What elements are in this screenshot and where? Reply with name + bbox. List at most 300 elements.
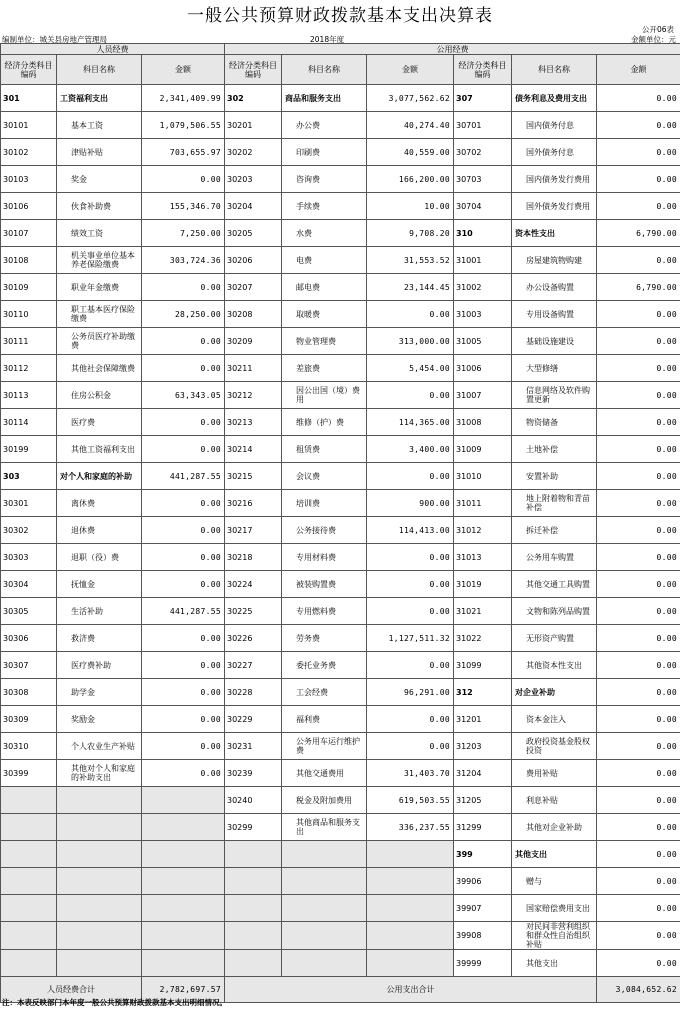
code-cell: 30228 <box>225 679 282 706</box>
amount-cell: 0.00 <box>367 652 454 679</box>
amount-cell: 0.00 <box>142 328 225 355</box>
code-cell: 31099 <box>454 652 512 679</box>
name-cell: 其他对个人和家庭的补助支出 <box>57 760 142 787</box>
table-row <box>1 950 680 977</box>
code-cell: 30212 <box>225 382 282 409</box>
name-cell: 安置补助 <box>512 463 597 490</box>
amount-cell: 313,000.00 <box>367 328 454 355</box>
code-cell <box>1 814 57 841</box>
code-cell: 30308 <box>1 679 57 706</box>
name-cell: 国内债务发行费用 <box>512 166 597 193</box>
name-cell: 奖励金 <box>57 706 142 733</box>
code-cell: 31205 <box>454 787 512 814</box>
personnel-total-value: 2,782,697.57 <box>142 977 225 1003</box>
code-cell: 30240 <box>225 787 282 814</box>
amount-cell <box>367 950 454 977</box>
amount-cell: 0.00 <box>597 85 680 112</box>
name-cell: 被装购置费 <box>282 571 367 598</box>
name-cell: 国内债务付息 <box>512 112 597 139</box>
amount-cell <box>142 950 225 977</box>
amount-cell <box>142 787 225 814</box>
name-cell: 办公费 <box>282 112 367 139</box>
amount-header: 金额 <box>367 55 454 85</box>
table-row <box>1 895 680 922</box>
amount-cell: 0.00 <box>597 328 680 355</box>
amount-cell: 0.00 <box>597 922 680 950</box>
amount-cell: 0.00 <box>597 355 680 382</box>
amount-cell: 0.00 <box>142 571 225 598</box>
code-cell: 30303 <box>1 544 57 571</box>
amount-cell: 0.00 <box>597 868 680 895</box>
code-cell: 30108 <box>1 247 57 274</box>
amount-cell: 7,250.00 <box>142 220 225 247</box>
code-cell: 31012 <box>454 517 512 544</box>
table-row <box>1 328 680 355</box>
name-cell: 公务用车运行维护费 <box>282 733 367 760</box>
name-cell: 专用设备购置 <box>512 301 597 328</box>
table-row <box>1 436 680 463</box>
amount-cell: 9,708.20 <box>367 220 454 247</box>
name-cell: 其他交通费用 <box>282 760 367 787</box>
code-cell: 30202 <box>225 139 282 166</box>
code-cell: 30205 <box>225 220 282 247</box>
code-cell: 30704 <box>454 193 512 220</box>
name-cell: 津贴补贴 <box>57 139 142 166</box>
name-cell: 国家赔偿费用支出 <box>512 895 597 922</box>
amount-cell: 0.00 <box>597 814 680 841</box>
name-cell: 其他工资福利支出 <box>57 436 142 463</box>
amount-cell <box>142 814 225 841</box>
code-cell: 30114 <box>1 409 57 436</box>
table-row <box>1 517 680 544</box>
name-cell: 赠与 <box>512 868 597 895</box>
table-row <box>1 814 680 841</box>
code-cell <box>225 868 282 895</box>
code-cell: 30703 <box>454 166 512 193</box>
code-cell: 31204 <box>454 760 512 787</box>
code-header: 经济分类科目编码 <box>225 55 282 85</box>
name-cell: 因公出国（境）费用 <box>282 382 367 409</box>
amount-cell: 96,291.00 <box>367 679 454 706</box>
amount-cell: 0.00 <box>142 436 225 463</box>
table-row <box>1 301 680 328</box>
name-cell: 机关事业单位基本养老保险缴费 <box>57 247 142 274</box>
code-cell: 30305 <box>1 598 57 625</box>
code-cell: 31013 <box>454 544 512 571</box>
code-cell: 30213 <box>225 409 282 436</box>
name-cell <box>282 950 367 977</box>
code-cell <box>1 922 57 950</box>
code-cell: 30306 <box>1 625 57 652</box>
name-cell: 公务用车购置 <box>512 544 597 571</box>
amount-cell: 0.00 <box>142 733 225 760</box>
amount-cell: 3,077,562.62 <box>367 85 454 112</box>
name-cell: 债务利息及费用支出 <box>512 85 597 112</box>
name-cell: 伙食补助费 <box>57 193 142 220</box>
amount-cell: 0.00 <box>597 598 680 625</box>
amount-cell: 0.00 <box>142 409 225 436</box>
amount-cell: 0.00 <box>597 301 680 328</box>
amount-cell: 0.00 <box>597 733 680 760</box>
name-cell <box>282 841 367 868</box>
table-row <box>1 760 680 787</box>
amount-cell: 5,454.00 <box>367 355 454 382</box>
name-cell <box>57 814 142 841</box>
name-cell: 基础设施建设 <box>512 328 597 355</box>
amount-cell: 336,237.55 <box>367 814 454 841</box>
name-cell: 国外债务发行费用 <box>512 193 597 220</box>
table-row <box>1 652 680 679</box>
name-cell: 邮电费 <box>282 274 367 301</box>
code-cell: 30701 <box>454 112 512 139</box>
amount-cell <box>142 841 225 868</box>
code-cell: 30103 <box>1 166 57 193</box>
name-cell: 资本金注入 <box>512 706 597 733</box>
name-cell: 物资储备 <box>512 409 597 436</box>
code-cell: 30227 <box>225 652 282 679</box>
code-cell <box>1 787 57 814</box>
name-cell: 绩效工资 <box>57 220 142 247</box>
table-row <box>1 841 680 868</box>
name-cell: 印刷费 <box>282 139 367 166</box>
table-row <box>1 193 680 220</box>
amount-cell: 0.00 <box>597 193 680 220</box>
name-cell: 公务员医疗补助缴费 <box>57 328 142 355</box>
table-row <box>1 787 680 814</box>
name-cell: 其他商品和服务支出 <box>282 814 367 841</box>
amount-cell: 0.00 <box>142 355 225 382</box>
name-cell: 文物和陈列品购置 <box>512 598 597 625</box>
table-row <box>1 922 680 950</box>
code-cell: 31003 <box>454 301 512 328</box>
name-cell: 救济费 <box>57 625 142 652</box>
name-header: 科目名称 <box>512 55 597 85</box>
code-cell: 30310 <box>1 733 57 760</box>
name-cell: 地上附着物和青苗补偿 <box>512 490 597 517</box>
name-cell: 医疗费 <box>57 409 142 436</box>
name-cell <box>57 841 142 868</box>
name-cell: 水费 <box>282 220 367 247</box>
table-row <box>1 409 680 436</box>
amount-cell: 0.00 <box>597 679 680 706</box>
code-cell: 30106 <box>1 193 57 220</box>
amount-cell: 0.00 <box>597 166 680 193</box>
amount-cell <box>142 868 225 895</box>
name-cell: 其他支出 <box>512 841 597 868</box>
name-cell <box>282 868 367 895</box>
code-cell: 31299 <box>454 814 512 841</box>
code-cell: 31019 <box>454 571 512 598</box>
amount-cell: 0.00 <box>142 274 225 301</box>
name-cell: 取暖费 <box>282 301 367 328</box>
amount-cell: 0.00 <box>597 625 680 652</box>
code-cell: 30107 <box>1 220 57 247</box>
name-cell: 政府投资基金股权投资 <box>512 733 597 760</box>
footnote: 注：本表反映部门本年度一般公共预算财政拨款基本支出明细情况。 <box>2 998 227 1007</box>
amount-cell: 0.00 <box>142 760 225 787</box>
amount-cell: 0.00 <box>597 112 680 139</box>
code-header: 经济分类科目编码 <box>1 55 57 85</box>
public-total-value: 3,084,652.62 <box>597 977 680 1003</box>
code-cell: 30206 <box>225 247 282 274</box>
amount-cell: 0.00 <box>142 652 225 679</box>
table-row <box>1 679 680 706</box>
table-row <box>1 571 680 598</box>
name-header: 科目名称 <box>282 55 367 85</box>
code-cell: 31010 <box>454 463 512 490</box>
name-cell <box>57 922 142 950</box>
code-cell: 30211 <box>225 355 282 382</box>
form-number: 公开06表 <box>641 25 674 34</box>
code-cell: 30218 <box>225 544 282 571</box>
name-cell: 医疗费补助 <box>57 652 142 679</box>
amount-cell: 0.00 <box>597 652 680 679</box>
name-cell: 委托业务费 <box>282 652 367 679</box>
name-cell <box>282 895 367 922</box>
amount-cell: 0.00 <box>367 463 454 490</box>
code-cell: 30304 <box>1 571 57 598</box>
table-row <box>1 247 680 274</box>
table-row <box>1 220 680 247</box>
code-cell: 31011 <box>454 490 512 517</box>
name-cell: 无形资产购置 <box>512 625 597 652</box>
code-cell: 30299 <box>225 814 282 841</box>
amount-cell: 441,287.55 <box>142 463 225 490</box>
amount-cell: 0.00 <box>367 382 454 409</box>
table-row <box>1 706 680 733</box>
amount-cell: 31,403.70 <box>367 760 454 787</box>
name-cell: 个人农业生产补贴 <box>57 733 142 760</box>
public-header: 公用经费 <box>225 44 680 55</box>
amount-cell: 3,400.00 <box>367 436 454 463</box>
amount-cell: 0.00 <box>142 166 225 193</box>
name-cell: 租赁费 <box>282 436 367 463</box>
amount-cell: 0.00 <box>142 625 225 652</box>
name-cell: 对个人和家庭的补助 <box>57 463 142 490</box>
name-cell: 培训费 <box>282 490 367 517</box>
name-cell: 其他对企业补助 <box>512 814 597 841</box>
name-cell: 国外债务付息 <box>512 139 597 166</box>
name-cell: 拆迁补偿 <box>512 517 597 544</box>
name-cell: 其他资本性支出 <box>512 652 597 679</box>
name-cell: 利息补贴 <box>512 787 597 814</box>
amount-cell: 114,413.00 <box>367 517 454 544</box>
name-cell <box>57 950 142 977</box>
code-cell: 31021 <box>454 598 512 625</box>
code-cell: 30203 <box>225 166 282 193</box>
code-cell: 310 <box>454 220 512 247</box>
code-cell: 39906 <box>454 868 512 895</box>
code-cell: 31005 <box>454 328 512 355</box>
name-cell: 退休费 <box>57 517 142 544</box>
code-cell: 31009 <box>454 436 512 463</box>
name-cell: 职工基本医疗保险缴费 <box>57 301 142 328</box>
report-title: 一般公共预算财政拨款基本支出决算表 <box>187 6 493 26</box>
table-row <box>1 274 680 301</box>
amount-cell: 0.00 <box>367 544 454 571</box>
name-cell <box>57 868 142 895</box>
name-cell: 物业管理费 <box>282 328 367 355</box>
name-cell <box>57 895 142 922</box>
name-cell: 劳务费 <box>282 625 367 652</box>
currency-unit: 金额单位：元 <box>631 35 676 44</box>
name-cell: 其他社会保障缴费 <box>57 355 142 382</box>
code-cell: 31001 <box>454 247 512 274</box>
code-cell: 30309 <box>1 706 57 733</box>
code-cell: 30216 <box>225 490 282 517</box>
amount-cell: 6,790.00 <box>597 220 680 247</box>
code-cell: 31006 <box>454 355 512 382</box>
name-cell: 资本性支出 <box>512 220 597 247</box>
code-cell: 30229 <box>225 706 282 733</box>
code-cell: 30399 <box>1 760 57 787</box>
expenditure-table <box>0 43 680 1003</box>
amount-cell: 0.00 <box>597 247 680 274</box>
name-cell: 电费 <box>282 247 367 274</box>
code-cell <box>225 950 282 977</box>
table-row <box>1 598 680 625</box>
code-cell: 30199 <box>1 436 57 463</box>
amount-cell: 166,200.00 <box>367 166 454 193</box>
amount-cell: 703,655.97 <box>142 139 225 166</box>
amount-cell <box>367 922 454 950</box>
code-cell: 31201 <box>454 706 512 733</box>
name-cell: 其他交通工具购置 <box>512 571 597 598</box>
table-row <box>1 355 680 382</box>
name-cell: 商品和服务支出 <box>282 85 367 112</box>
code-cell: 30101 <box>1 112 57 139</box>
code-cell: 31007 <box>454 382 512 409</box>
amount-cell: 0.00 <box>597 760 680 787</box>
amount-cell: 0.00 <box>597 382 680 409</box>
code-cell: 39908 <box>454 922 512 950</box>
name-cell: 会议费 <box>282 463 367 490</box>
name-cell: 其他支出 <box>512 950 597 977</box>
code-cell: 30109 <box>1 274 57 301</box>
amount-cell: 114,365.00 <box>367 409 454 436</box>
code-cell: 31022 <box>454 625 512 652</box>
amount-cell <box>367 841 454 868</box>
amount-cell: 619,503.55 <box>367 787 454 814</box>
amount-cell: 0.00 <box>597 841 680 868</box>
name-cell: 咨询费 <box>282 166 367 193</box>
amount-cell: 0.00 <box>597 544 680 571</box>
amount-cell: 0.00 <box>597 571 680 598</box>
table-row <box>1 868 680 895</box>
amount-cell: 441,287.55 <box>142 598 225 625</box>
code-cell: 31008 <box>454 409 512 436</box>
amount-cell <box>367 868 454 895</box>
code-cell <box>225 841 282 868</box>
personnel-total-label: 人员经费合计 <box>1 977 142 1003</box>
code-cell: 30112 <box>1 355 57 382</box>
name-cell: 专用燃料费 <box>282 598 367 625</box>
name-cell: 职业年金缴费 <box>57 274 142 301</box>
code-cell <box>225 922 282 950</box>
code-cell: 30111 <box>1 328 57 355</box>
table-row <box>1 112 680 139</box>
name-header: 科目名称 <box>57 55 142 85</box>
name-cell: 维修（护）费 <box>282 409 367 436</box>
amount-cell: 155,346.70 <box>142 193 225 220</box>
name-cell: 大型修缮 <box>512 355 597 382</box>
table-row <box>1 463 680 490</box>
amount-cell: 0.00 <box>597 950 680 977</box>
public-total-label: 公用支出合计 <box>225 977 597 1003</box>
code-cell: 30217 <box>225 517 282 544</box>
code-cell: 303 <box>1 463 57 490</box>
name-cell: 税金及附加费用 <box>282 787 367 814</box>
amount-header: 金额 <box>597 55 680 85</box>
amount-cell <box>142 895 225 922</box>
amount-cell: 1,127,511.32 <box>367 625 454 652</box>
amount-cell: 23,144.45 <box>367 274 454 301</box>
code-cell: 30301 <box>1 490 57 517</box>
amount-cell: 900.00 <box>367 490 454 517</box>
name-cell <box>282 922 367 950</box>
amount-cell: 0.00 <box>367 706 454 733</box>
amount-cell: 0.00 <box>142 517 225 544</box>
amount-cell: 0.00 <box>597 139 680 166</box>
code-cell <box>225 895 282 922</box>
code-cell: 30207 <box>225 274 282 301</box>
report-year: 2018年度 <box>310 35 345 44</box>
amount-cell: 10.00 <box>367 193 454 220</box>
code-cell: 301 <box>1 85 57 112</box>
amount-cell: 63,343.05 <box>142 382 225 409</box>
name-cell: 离休费 <box>57 490 142 517</box>
compiling-unit: 编制单位：城关县房地产管理局 <box>2 35 107 44</box>
table-row <box>1 139 680 166</box>
amount-cell <box>367 895 454 922</box>
name-cell: 住房公积金 <box>57 382 142 409</box>
personnel-header: 人员经费 <box>1 44 225 55</box>
name-cell: 生活补助 <box>57 598 142 625</box>
code-header: 经济分类科目编码 <box>454 55 512 85</box>
name-cell: 手续费 <box>282 193 367 220</box>
code-cell: 30215 <box>225 463 282 490</box>
code-cell: 30214 <box>225 436 282 463</box>
name-cell: 办公设备购置 <box>512 274 597 301</box>
name-cell: 专用材料费 <box>282 544 367 571</box>
name-cell: 抚恤金 <box>57 571 142 598</box>
amount-cell: 0.00 <box>367 301 454 328</box>
amount-cell: 0.00 <box>367 598 454 625</box>
amount-cell: 6,790.00 <box>597 274 680 301</box>
name-cell: 助学金 <box>57 679 142 706</box>
amount-cell: 303,724.36 <box>142 247 225 274</box>
code-cell: 399 <box>454 841 512 868</box>
code-cell: 31203 <box>454 733 512 760</box>
amount-cell: 0.00 <box>597 706 680 733</box>
name-cell: 土地补偿 <box>512 436 597 463</box>
amount-cell: 0.00 <box>597 436 680 463</box>
code-cell: 30224 <box>225 571 282 598</box>
code-cell: 307 <box>454 85 512 112</box>
name-cell: 福利费 <box>282 706 367 733</box>
amount-cell: 0.00 <box>367 571 454 598</box>
amount-cell: 28,250.00 <box>142 301 225 328</box>
code-cell: 30302 <box>1 517 57 544</box>
name-cell <box>57 787 142 814</box>
amount-cell: 0.00 <box>142 544 225 571</box>
code-cell: 30113 <box>1 382 57 409</box>
code-cell: 30307 <box>1 652 57 679</box>
code-cell: 39907 <box>454 895 512 922</box>
name-cell: 对企业补助 <box>512 679 597 706</box>
table-row <box>1 733 680 760</box>
name-cell: 公务接待费 <box>282 517 367 544</box>
